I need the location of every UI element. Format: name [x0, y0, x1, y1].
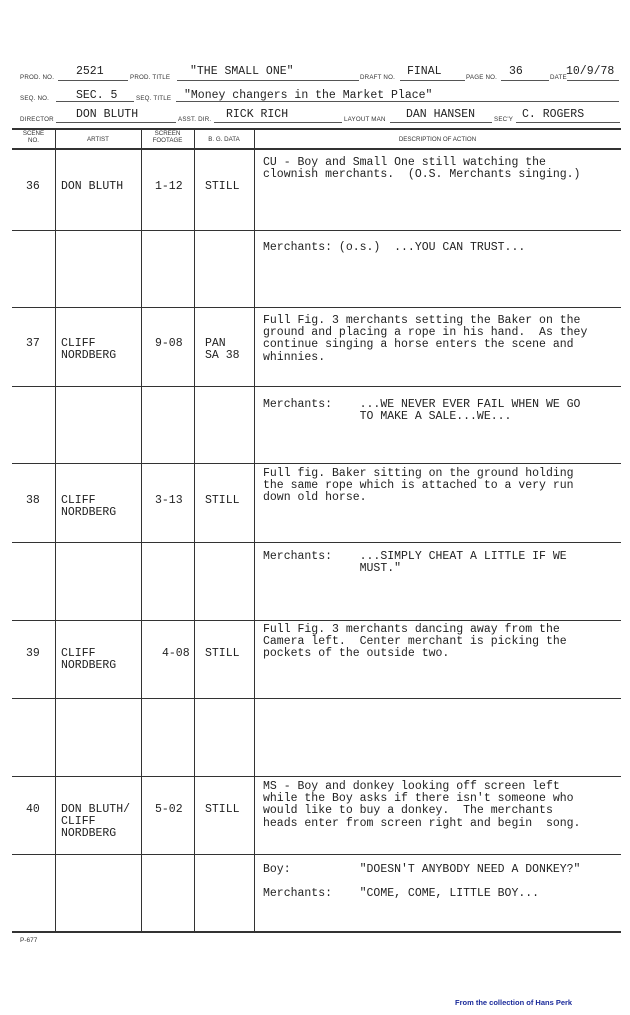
bg-data: PAN SA 38	[205, 337, 240, 363]
page-no-underline	[501, 80, 549, 81]
draft-no-value: FINAL	[407, 65, 442, 78]
scene-no: 38	[26, 494, 40, 507]
artist: CLIFF NORDBERG	[61, 494, 117, 520]
prod-no-label: PROD. NO.	[20, 74, 55, 81]
asst-dir-label: ASST. DIR.	[178, 116, 212, 123]
prod-title-underline	[177, 80, 359, 81]
asst-dir-underline	[214, 122, 342, 123]
director-underline	[56, 122, 176, 123]
col-bg-data: B. G. DATA	[208, 136, 240, 143]
description: CU - Boy and Small One still watching the clownish merchants. (O.S. Merchants singing.)	[263, 156, 581, 182]
row-divider	[12, 463, 621, 464]
dialogue: Boy: "DOESN'T ANYBODY NEED A DONKEY?" Merchants: "COME, COME, LITTLE BOY...	[263, 863, 581, 901]
seq-title-value: "Money changers in the Market Place"	[184, 89, 433, 102]
draft-no-underline	[400, 80, 465, 81]
description: Full fig. Baker sitting on the ground holding the same rope which is attached to a very run down old horse.	[263, 467, 574, 505]
form-number: P-677	[20, 937, 38, 944]
dialogue: Merchants: ...WE NEVER EVER FAIL WHEN WE GO TO MAKE A SALE...WE...	[263, 398, 581, 424]
scene-no: 36	[26, 180, 40, 193]
director-label: DIRECTOR	[20, 116, 54, 123]
layout-man-label: LAYOUT MAN	[344, 116, 386, 123]
bg-data: STILL	[205, 494, 240, 507]
row-divider	[12, 542, 621, 543]
prod-no-value: 2521	[76, 65, 104, 78]
prod-title-label: PROD. TITLE	[130, 74, 171, 81]
layout-man-value: DAN HANSEN	[406, 108, 476, 121]
date-value: 10/9/78	[566, 65, 615, 78]
description: Full Fig. 3 merchants dancing away from the Camera left. Center merchant is picking the pockets of the outside two.	[263, 623, 567, 661]
draft-no-label: DRAFT NO.	[360, 74, 396, 81]
col-description: DESCRIPTION OF ACTION	[398, 136, 477, 143]
artist: CLIFF NORDBERG	[61, 337, 117, 363]
dialogue: Merchants: (o.s.) ...YOU CAN TRUST...	[263, 241, 526, 254]
director-value: DON BLUTH	[76, 108, 139, 121]
header-bottom-rule	[12, 148, 621, 150]
seq-no-value: SEC. 5	[76, 89, 118, 102]
scene-no: 39	[26, 647, 40, 660]
description: Full Fig. 3 merchants setting the Baker on the ground and placing a rope in his hand. As they continue singing a horse enters the scene and whinnies.	[263, 314, 588, 364]
scene-no: 37	[26, 337, 40, 350]
artist: DON BLUTH/ CLIFF NORDBERG	[61, 803, 131, 841]
dialogue: Merchants: ...SIMPLY CHEAT A LITTLE IF WE MUST."	[263, 550, 567, 576]
col-divider	[55, 128, 56, 932]
screen-footage: 3-13	[155, 494, 183, 507]
secy-underline	[516, 122, 620, 123]
secy-value: C. ROGERS	[522, 108, 585, 121]
date-underline	[567, 80, 619, 81]
col-artist: ARTIST	[87, 136, 109, 143]
row-divider	[12, 854, 621, 855]
collection-credit: From the collection of Hans Perk	[455, 998, 573, 1007]
row-divider	[12, 620, 621, 621]
col-divider	[254, 128, 255, 932]
asst-dir-value: RICK RICH	[226, 108, 289, 121]
row-divider	[12, 776, 621, 777]
screen-footage: 1-12	[155, 180, 183, 193]
page-no-value: 36	[509, 65, 523, 78]
row-divider	[12, 307, 621, 308]
prod-title-value: "THE SMALL ONE"	[190, 65, 294, 78]
row-divider	[12, 230, 621, 231]
screen-footage: 9-08	[155, 337, 183, 350]
bg-data: STILL	[205, 803, 240, 816]
bg-data: STILL	[205, 647, 240, 660]
bg-data: STILL	[205, 180, 240, 193]
table-bottom-rule	[12, 931, 621, 933]
screen-footage: 5-02	[155, 803, 183, 816]
artist: DON BLUTH	[61, 180, 124, 193]
artist: CLIFF NORDBERG	[61, 647, 117, 673]
prod-no-underline	[58, 80, 128, 81]
secy-label: SEC'Y	[494, 116, 514, 123]
page-no-label: PAGE NO.	[466, 74, 498, 81]
seq-no-label: SEQ. NO.	[20, 95, 50, 102]
date-label: DATE	[550, 74, 567, 81]
col-scene-no: SCENE NO.	[22, 130, 45, 144]
row-divider	[12, 386, 621, 387]
description: MS - Boy and donkey looking off screen left while the Boy asks if there isn't someone who would like to buy a donkey. The merchants heads enter from screen right and begin song.	[263, 780, 581, 830]
row-divider	[12, 698, 621, 699]
table-top-rule	[12, 128, 621, 130]
col-screen-footage: SCREEN FOOTAGE	[152, 130, 183, 144]
seq-title-label: SEQ. TITLE	[136, 95, 172, 102]
screen-footage: 4-08	[162, 647, 190, 660]
col-divider	[141, 128, 142, 932]
col-divider	[194, 128, 195, 932]
scene-no: 40	[26, 803, 40, 816]
layout-man-underline	[390, 122, 492, 123]
